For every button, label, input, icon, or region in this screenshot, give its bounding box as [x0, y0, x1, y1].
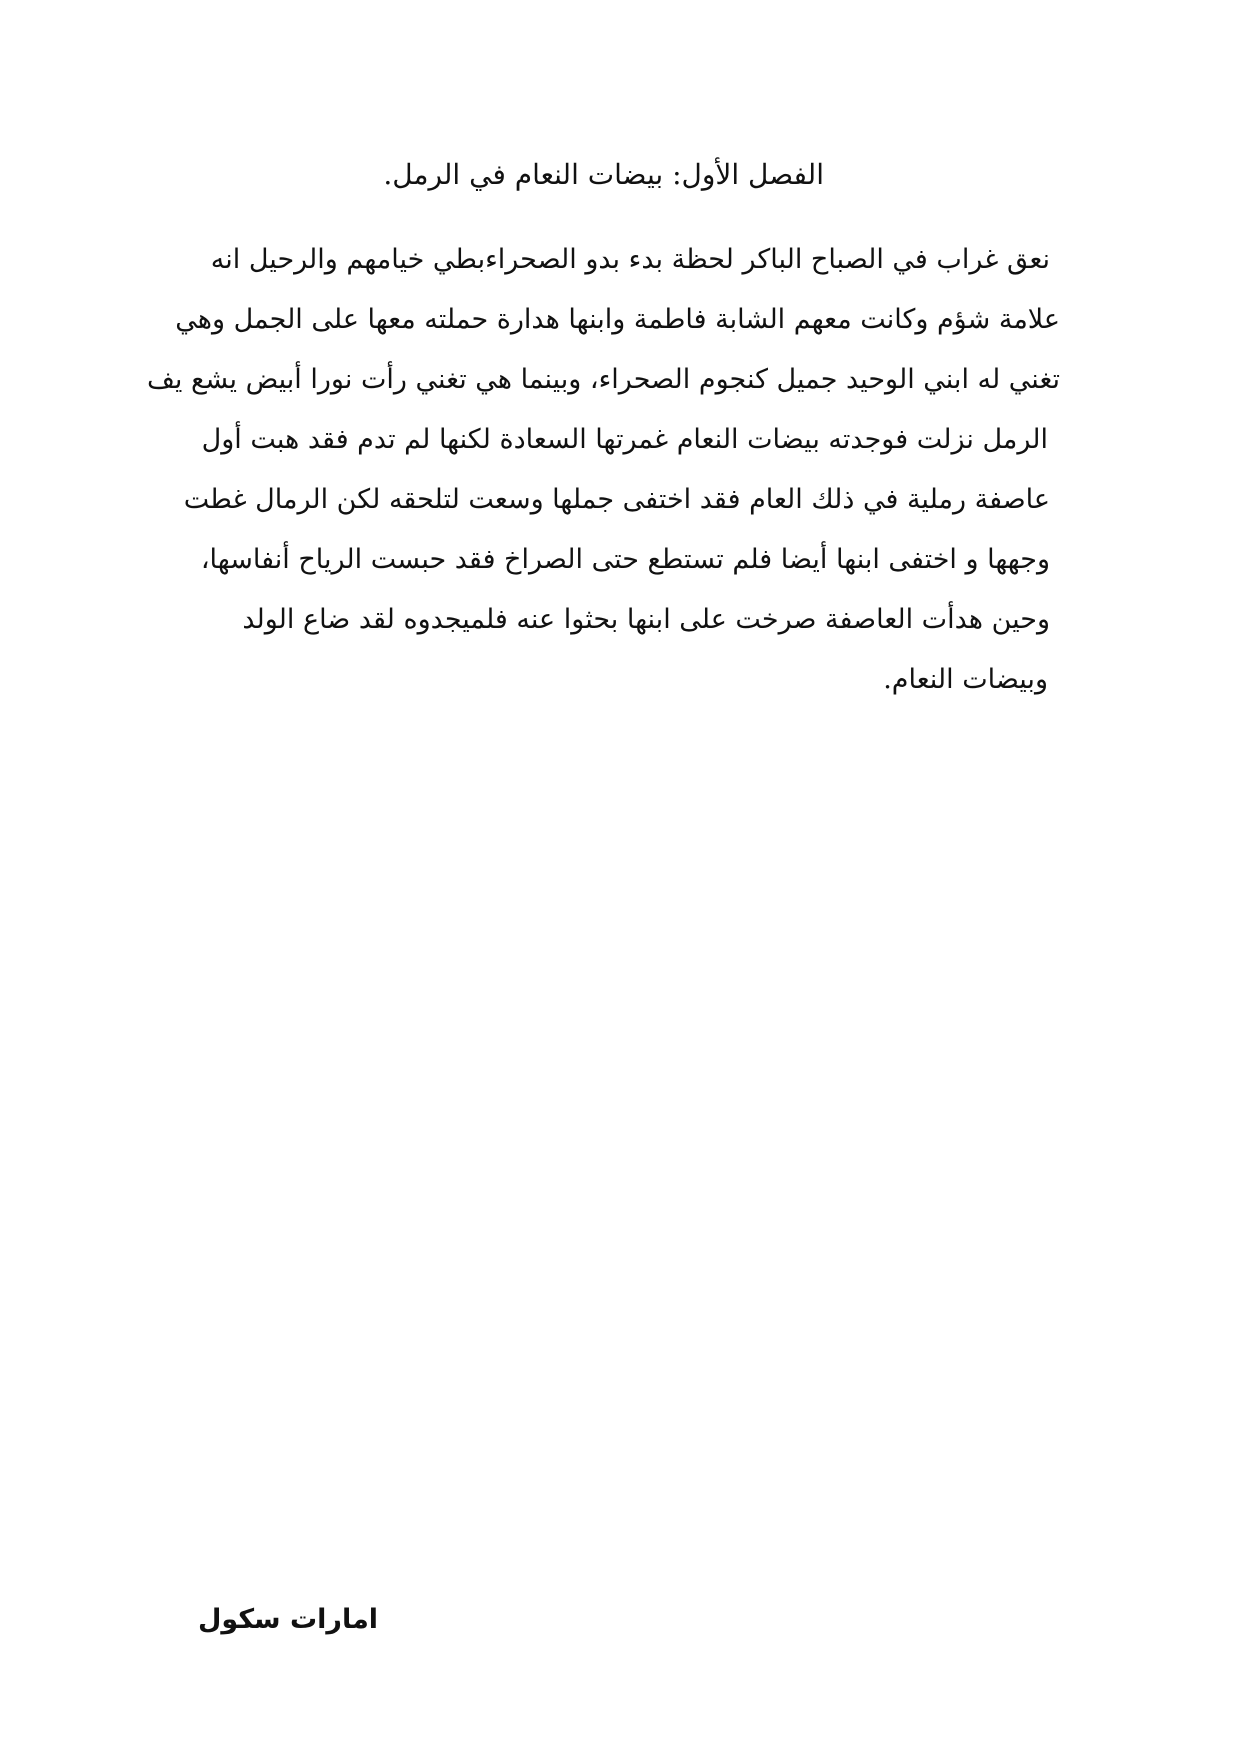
paragraph-line: نعق غراب في الصباح الباكر لحظة بدء بدو الصحراءبطي خيامهم والرحيل انه	[210, 244, 1050, 275]
paragraph-line: وجهها و اختفى ابنها أيضا فلم تستطع حتى الصراخ فقد حبست الرياح أنفاسها،	[200, 544, 1050, 575]
paragraph-line: وحين هدأت العاصفة صرخت على ابنها بحثوا عنه فلميجدوه لقد ضاع الولد	[242, 604, 1050, 635]
footer-brand: امارات سكول	[198, 1604, 379, 1635]
paragraph-line: وبيضات النعام.	[883, 664, 1048, 695]
chapter-title: الفصل الأول: بيضات النعام في الرمل.	[383, 158, 824, 191]
paragraph-line: الرمل نزلت فوجدته بيضات النعام غمرتها السعادة لكنها لم تدم فقد هبت أول	[201, 424, 1048, 455]
paragraph-line: تغني له ابني الوحيد جميل كنجوم الصحراء، وبينما هي تغني رأت نورا أبيض يشع يف	[146, 364, 1060, 395]
paragraph-line: عاصفة رملية في ذلك العام فقد اختفى جملها وسعت لتلحقه لكن الرمال غطت	[183, 484, 1050, 515]
paragraph-line: علامة شؤم وكانت معهم الشابة فاطمة وابنها هدارة حملته معها على الجمل وهي	[175, 304, 1060, 335]
